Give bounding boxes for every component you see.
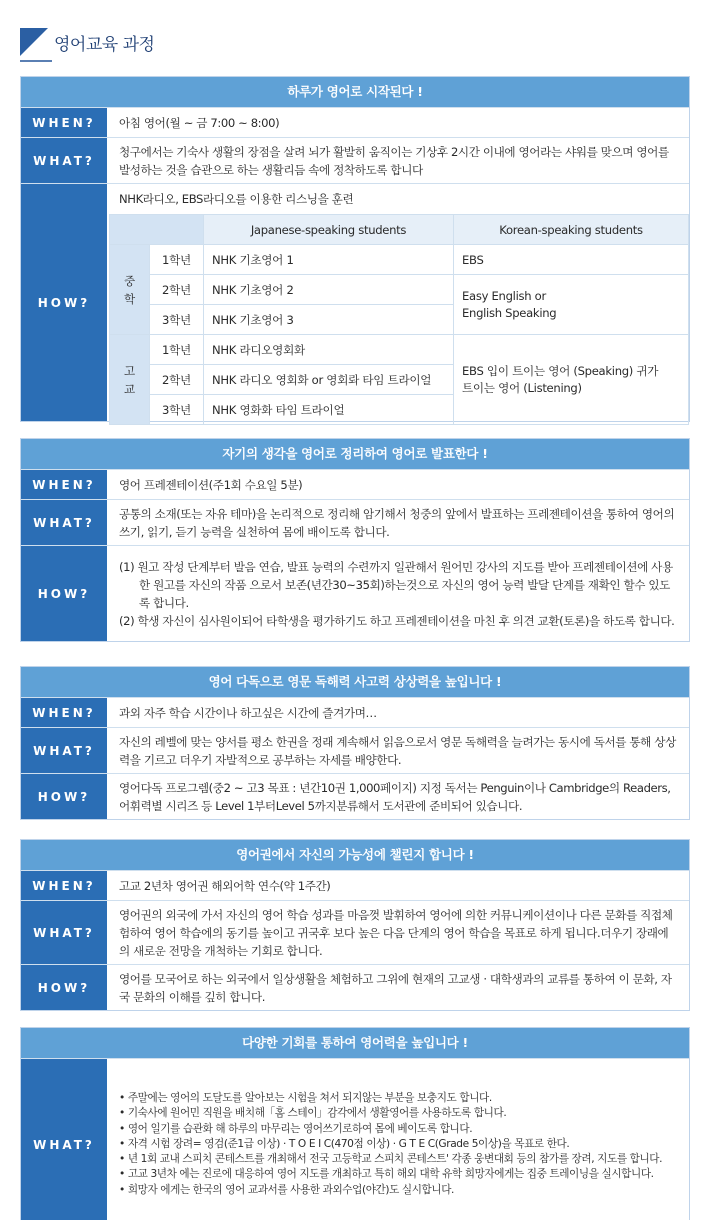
what-label: WHAT? (21, 500, 107, 545)
japanese-cell: NHK 기초영어 1 (204, 245, 454, 275)
japanese-cell: NHK 영화화 타임 트라이얼 (204, 395, 454, 425)
list-item: • 고교 3년차 에는 진로에 대응하여 영어 지도를 개최하고 특히 해외 대학 유학 희망자에게는 집중 트레이닝을 실시합니다. (119, 1168, 654, 1181)
level-high: 고교 (110, 335, 150, 425)
row-what (21, 137, 689, 183)
what-label: WHAT? (21, 138, 107, 183)
page-header (20, 24, 700, 64)
page-title: 영어교육 과정 (54, 35, 155, 55)
when-label: WHEN? (21, 108, 107, 137)
row-when (21, 469, 689, 499)
how-intro: NHK라디오, EBS라디오를 이용한 리스닝을 훈련 (119, 192, 354, 206)
what-text: 청구에서는 기숙사 생활의 장점을 살려 뇌가 활발히 움직이는 기상후 2시간 이내에 영어라는 샤워를 맞으며 영어를 발성하는 것을 습관으로 하는 생활리듬 속에 정착하도록 합니다 (119, 144, 669, 177)
block-title: 자기의 생각을 영어로 정리하여 영어로 발표한다 ! (21, 439, 689, 469)
when-text: 영어 프레젠테이션(주1회 수요일 5분) (119, 477, 303, 492)
row-what (21, 900, 689, 964)
corner-mark-icon (20, 28, 48, 56)
row-how (21, 545, 689, 641)
block-title: 영어권에서 자신의 가능성에 챌린지 합니다 ! (21, 840, 689, 870)
when-text: 고교 2년차 영어권 해외어학 연수(약 1주간) (119, 878, 331, 893)
when-label: WHEN? (21, 470, 107, 499)
grade-cell: 2학년 (150, 365, 204, 395)
row-what (21, 1058, 689, 1220)
japanese-cell: NHK 라디오영회화 (204, 335, 454, 365)
korean-cell: EBS (454, 245, 689, 275)
when-label: WHEN? (21, 871, 107, 900)
list-item: • 년 1회 교내 스피치 콘테스트를 개최해서 전국 고등학교 스피치 콘테스트' 각종 웅변대회 등의 참가를 장려, 지도를 합니다. (119, 1153, 663, 1166)
korean-cell: EBS 입이 트이는 영어 (Speaking) 귀가 트이는 영어 (Listening) (454, 335, 689, 425)
list-item: (2) 학생 자신이 심사원이되어 타학생을 평가하기도 하고 프레젠테이션을 마친 후 의견 교환(토론)을 하도록 합니다. (119, 613, 675, 628)
row-when (21, 697, 689, 727)
block-presentation (20, 438, 690, 642)
how-text: 영어다독 프로그렘(중2 ~ 고3 목표 : 년간10권 1,000페이지) 지정 독서는 Penguin이나 Cambridge의 Readers, 어휘력별 시리즈 등 Level 1부터Level 5까지분류해서 도서관에 준비되어 있습니다. (119, 780, 671, 813)
header-underline (20, 60, 52, 62)
how-label: HOW? (21, 965, 107, 1010)
row-what (21, 499, 689, 545)
what-label: WHAT? (21, 728, 107, 773)
block-title: 영어 다독으로 영문 독해력 사고력 상상력을 높입니다 ! (21, 667, 689, 697)
what-label: WHAT? (21, 1059, 107, 1220)
japanese-cell: NHK 라디오 영회화 or 영회롸 타임 트라이얼 (204, 365, 454, 395)
grade-cell: 1학년 (150, 245, 204, 275)
when-text: 아침 영어(월 ~ 금 7:00 ~ 8:00) (119, 115, 280, 130)
opportunity-list (119, 1091, 679, 1198)
japanese-cell: NHK 기초영어 3 (204, 305, 454, 335)
what-text: 공통의 소재(또는 자유 테마)을 논리적으로 정리해 암기해서 청중의 앞에서 발표하는 프레젠테이션을 통하여 영어의 쓰기, 읽기, 듣기 능력을 실천하여 몸에 배이도록 합니다. (119, 506, 675, 539)
grade-cell: 2학년 (150, 275, 204, 305)
japanese-cell: NHK 기초영어 2 (204, 275, 454, 305)
what-label: WHAT? (21, 901, 107, 964)
row-what (21, 727, 689, 773)
how-list (119, 558, 679, 630)
col-japanese: Japanese-speaking students (204, 215, 454, 245)
row-how (21, 183, 689, 421)
row-how (21, 773, 689, 819)
row-when (21, 107, 689, 137)
list-item: • 희망자 에게는 한국의 영어 교과서를 사용한 과외수업(야간)도 실시합니다. (119, 1183, 455, 1196)
block-overseas-study (20, 839, 690, 1011)
block-extensive-reading (20, 666, 690, 820)
when-label: WHEN? (21, 698, 107, 727)
col-korean: Korean-speaking students (454, 215, 689, 245)
how-text: 영어를 모국어로 하는 외국에서 일상생활을 체험하고 그위에 현재의 고교생 · 대학생과의 교류를 통하여 이 문화, 자국 문화의 이해를 깊히 합니다. (119, 971, 672, 1004)
when-text: 과외 자주 학습 시간이나 하고싶은 시간에 즐겨가며… (119, 705, 377, 720)
grade-cell: 3학년 (150, 395, 204, 425)
how-label: HOW? (21, 546, 107, 641)
block-title: 하루가 영어로 시작된다 ! (21, 77, 689, 107)
list-item: (1) 원고 작성 단계부터 발음 연습, 발표 능력의 수련까지 일관해서 원어민 강사의 지도를 받아 프레젠테이션에 사용한 원고를 자신의 작품 으로서 보존(년간30~35회)하는것으로 자신의 영어 능력 발달 단계를 재확인 할수 있도록 합니다. (119, 559, 673, 610)
radio-program-table (109, 214, 689, 425)
block-various-opportunities (20, 1027, 690, 1220)
grade-cell: 1학년 (150, 335, 204, 365)
how-label: HOW? (21, 774, 107, 819)
row-how (21, 964, 689, 1010)
row-when (21, 870, 689, 900)
list-item: • 주말에는 영어의 도달도를 알아보는 시험을 쳐서 되지않는 부분을 보충지도 합니다. (119, 1091, 492, 1104)
korean-cell: Easy English or English Speaking (454, 275, 689, 335)
grade-cell: 3학년 (150, 305, 204, 335)
what-text: 자신의 레벨에 맞는 양서를 평소 한권을 정래 계속해서 읽음으로서 영문 독해력을 늘려가는 동시에 독서를 통해 상상력을 기르고 더우기 자발적으로 공부하는 자세를 배양한다. (119, 734, 676, 767)
list-item: • 자격 시험 장려= 영검(준1급 이상) · T O E I C(470점 이상) · G T E C(Grade 5이상)을 목표로 한다. (119, 1137, 570, 1150)
list-item: • 기숙사에 원어민 직원을 배치해「홈 스테이」감각에서 생활영어를 사용하도록 합니다. (119, 1107, 507, 1120)
level-middle: 중학 (110, 245, 150, 335)
block-morning-english (20, 76, 690, 422)
how-label: HOW? (21, 184, 107, 421)
list-item: • 영어 일기를 습관화 해 하루의 마무리는 영어쓰기로하여 몸에 베이도록 합니다. (119, 1122, 473, 1135)
what-text: 영어권의 외국에 가서 자신의 영어 학습 성과를 마음껏 발휘하여 영어에 의한 커뮤니케이션이나 다른 문화를 직접체험하여 영어 학습에의 동기를 높이고 귀국후 보다 높은 다음 단계의 영어 학습을 목표로 하게 됩니다.더우기 장래에의 새로운 전망을 개척하는 기회로 합니다. (119, 907, 673, 958)
block-title: 다양한 기회를 통하여 영어력을 높입니다 ! (21, 1028, 689, 1058)
